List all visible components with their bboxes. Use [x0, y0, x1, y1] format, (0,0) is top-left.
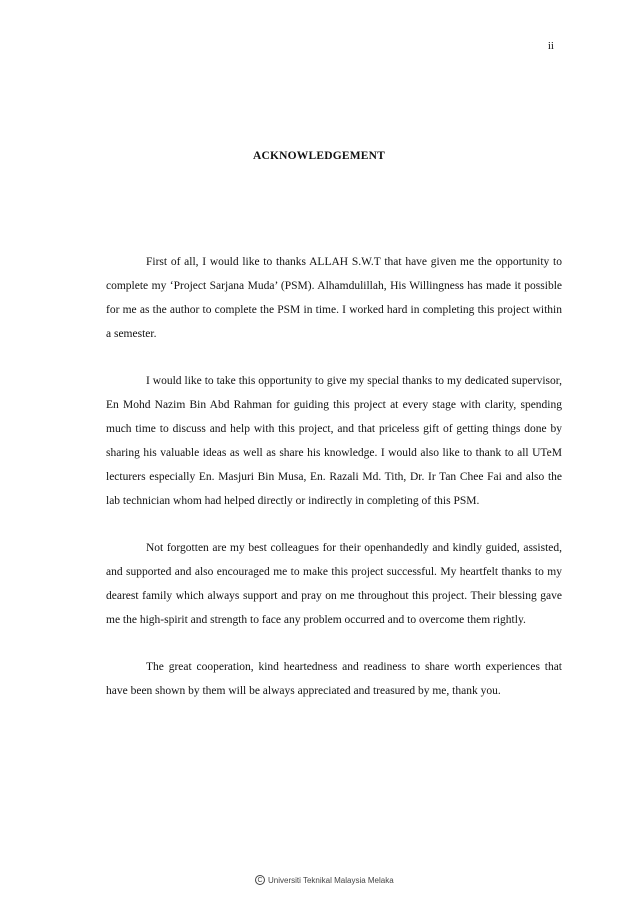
copyright-icon: C	[255, 875, 265, 885]
acknowledgement-body	[106, 250, 562, 726]
page-title: ACKNOWLEDGEMENT	[252, 150, 386, 162]
paragraph-4: The great cooperation, kind heartedness and readiness to share worth experiences that have been shown by them will be always appreciated and treasured by me, thank you.	[106, 661, 562, 697]
footer-text: Universiti Teknikal Malaysia Melaka	[268, 875, 394, 885]
paragraph-1: First of all, I would like to thanks ALLAH S.W.T that have given me the opportunity to complete my ‘Project Sarjana Muda’ (PSM). Alhamdulillah, His Willingness has made it possible for me as the author to complete the PSM in time. I worked hard in completing this project within a semester.	[106, 256, 562, 340]
footer-watermark	[255, 875, 394, 885]
paragraph-2: I would like to take this opportunity to give my special thanks to my dedicated supervisor, En Mohd Nazim Bin Abd Rahman for guiding this project at every stage with clarity, spending much time to discuss and help with this project, and that priceless gift of getting things done by sharing his valuable ideas as well as share his knowledge. I would also like to thank to all UTeM lecturers especially En. Masjuri Bin Musa, En. Razali Md. Tith, Dr. Ir Tan Chee Fai and also the lab technician whom had helped directly or indirectly in completing of this PSM.	[106, 375, 562, 507]
paragraph-3: Not forgotten are my best colleagues for their openhandedly and kindly guided, assisted, and supported and also encouraged me to make this project successful. My heartfelt thanks to my dearest family which always support and pray on me throughout this project. Their blessing gave me the high-spirit and strength to face any problem occurred and to overcome them rightly.	[106, 542, 562, 626]
page-number: ii	[547, 40, 554, 52]
